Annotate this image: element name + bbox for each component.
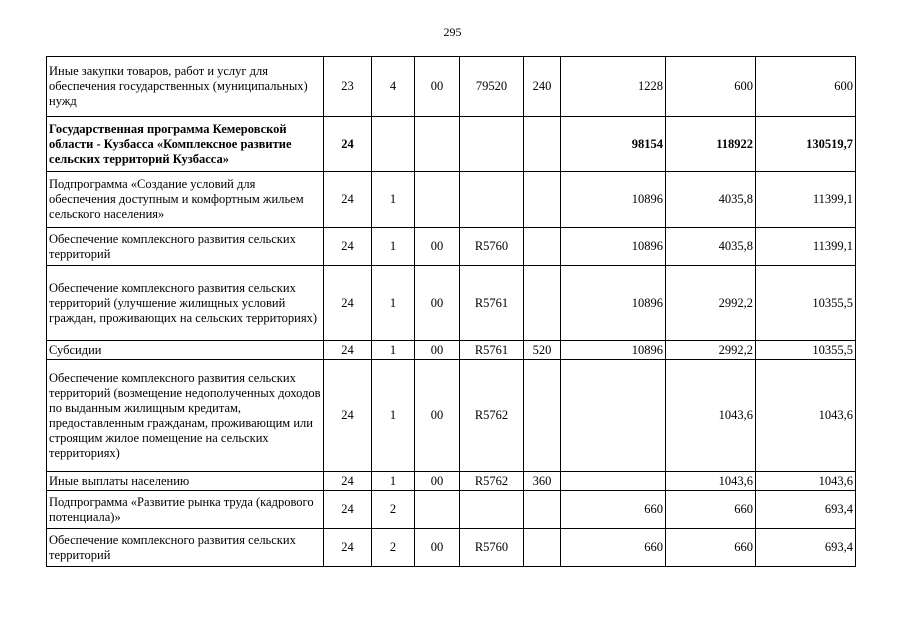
- amount-year-2: 118922: [666, 117, 756, 172]
- amount-year-1: 98154: [561, 117, 666, 172]
- table-row: [47, 172, 856, 228]
- amount-year-3: 693,4: [756, 491, 856, 529]
- expense-direction: 79520: [460, 57, 524, 117]
- gp-code: 24: [324, 360, 372, 472]
- expense-type: 240: [524, 57, 561, 117]
- table-row: [47, 228, 856, 266]
- expense-type: [524, 529, 561, 567]
- row-name: Субсидии: [47, 341, 324, 360]
- direction-code: 00: [415, 360, 460, 472]
- direction-code: [415, 491, 460, 529]
- amount-year-1: 10896: [561, 228, 666, 266]
- amount-year-1: 660: [561, 529, 666, 567]
- table-row: [47, 57, 856, 117]
- amount-year-2: 2992,2: [666, 341, 756, 360]
- row-name: Иные выплаты населению: [47, 472, 324, 491]
- row-name: Обеспечение комплексного развития сельских территорий: [47, 529, 324, 567]
- expense-direction: R5760: [460, 529, 524, 567]
- expense-direction: [460, 172, 524, 228]
- direction-code: [415, 172, 460, 228]
- expense-direction: R5761: [460, 266, 524, 341]
- gp-code: 24: [324, 117, 372, 172]
- row-name: Обеспечение комплексного развития сельских территорий: [47, 228, 324, 266]
- row-name: Обеспечение комплексного развития сельских территорий (возмещение недополученных доходов по выданным жилищным кредитам, предоставленным гражданам, проживающим или строящим жилое помещение на сельских территориях): [47, 360, 324, 472]
- amount-year-2: 4035,8: [666, 172, 756, 228]
- subprogram-code: 1: [372, 266, 415, 341]
- expense-direction: R5762: [460, 360, 524, 472]
- direction-code: [415, 117, 460, 172]
- amount-year-2: 600: [666, 57, 756, 117]
- amount-year-1: 10896: [561, 266, 666, 341]
- subprogram-code: 4: [372, 57, 415, 117]
- amount-year-1: [561, 472, 666, 491]
- expense-direction: R5761: [460, 341, 524, 360]
- direction-code: 00: [415, 472, 460, 491]
- subprogram-code: 1: [372, 472, 415, 491]
- expense-direction: [460, 491, 524, 529]
- budget-table: [46, 56, 856, 567]
- amount-year-1: 10896: [561, 172, 666, 228]
- table-row: [47, 491, 856, 529]
- expense-type: 520: [524, 341, 561, 360]
- table-row: [47, 360, 856, 472]
- subprogram-code: 2: [372, 529, 415, 567]
- amount-year-3: 10355,5: [756, 341, 856, 360]
- amount-year-1: 10896: [561, 341, 666, 360]
- gp-code: 23: [324, 57, 372, 117]
- subprogram-code: 1: [372, 172, 415, 228]
- row-name: Иные закупки товаров, работ и услуг для обеспечения государственных (муниципальных) нужд: [47, 57, 324, 117]
- expense-direction: R5760: [460, 228, 524, 266]
- amount-year-1: 660: [561, 491, 666, 529]
- expense-type: [524, 228, 561, 266]
- expense-type: [524, 266, 561, 341]
- gp-code: 24: [324, 472, 372, 491]
- row-name: Обеспечение комплексного развития сельских территорий (улучшение жилищных условий граждан, проживающих на сельских территориях): [47, 266, 324, 341]
- table-row: [47, 117, 856, 172]
- gp-code: 24: [324, 228, 372, 266]
- amount-year-2: 4035,8: [666, 228, 756, 266]
- subprogram-code: 1: [372, 360, 415, 472]
- gp-code: 24: [324, 491, 372, 529]
- row-name: Подпрограмма «Создание условий для обеспечения доступным и комфортным жильем сельского населения»: [47, 172, 324, 228]
- amount-year-2: 660: [666, 491, 756, 529]
- amount-year-1: [561, 360, 666, 472]
- subprogram-code: 1: [372, 341, 415, 360]
- amount-year-3: 600: [756, 57, 856, 117]
- row-name: Подпрограмма «Развитие рынка труда (кадрового потенциала)»: [47, 491, 324, 529]
- expense-type: [524, 360, 561, 472]
- table-row: [47, 341, 856, 360]
- gp-code: 24: [324, 172, 372, 228]
- amount-year-2: 2992,2: [666, 266, 756, 341]
- amount-year-3: 130519,7: [756, 117, 856, 172]
- amount-year-3: 1043,6: [756, 472, 856, 491]
- gp-code: 24: [324, 529, 372, 567]
- amount-year-2: 1043,6: [666, 472, 756, 491]
- direction-code: 00: [415, 529, 460, 567]
- amount-year-3: 10355,5: [756, 266, 856, 341]
- gp-code: 24: [324, 341, 372, 360]
- amount-year-1: 1228: [561, 57, 666, 117]
- amount-year-3: 693,4: [756, 529, 856, 567]
- direction-code: 00: [415, 57, 460, 117]
- expense-type: [524, 117, 561, 172]
- subprogram-code: 1: [372, 228, 415, 266]
- expense-type: 360: [524, 472, 561, 491]
- direction-code: 00: [415, 266, 460, 341]
- expense-direction: [460, 117, 524, 172]
- subprogram-code: 2: [372, 491, 415, 529]
- amount-year-3: 11399,1: [756, 172, 856, 228]
- amount-year-3: 11399,1: [756, 228, 856, 266]
- expense-type: [524, 491, 561, 529]
- subprogram-code: [372, 117, 415, 172]
- row-name: Государственная программа Кемеровской области - Кузбасса «Комплексное развитие сельских территорий Кузбасса»: [47, 117, 324, 172]
- amount-year-2: 660: [666, 529, 756, 567]
- expense-direction: R5762: [460, 472, 524, 491]
- table-row: [47, 266, 856, 341]
- table-row: [47, 472, 856, 491]
- amount-year-2: 1043,6: [666, 360, 756, 472]
- amount-year-3: 1043,6: [756, 360, 856, 472]
- gp-code: 24: [324, 266, 372, 341]
- page-number: 295: [443, 25, 462, 39]
- direction-code: 00: [415, 228, 460, 266]
- expense-type: [524, 172, 561, 228]
- direction-code: 00: [415, 341, 460, 360]
- table-row: [47, 529, 856, 567]
